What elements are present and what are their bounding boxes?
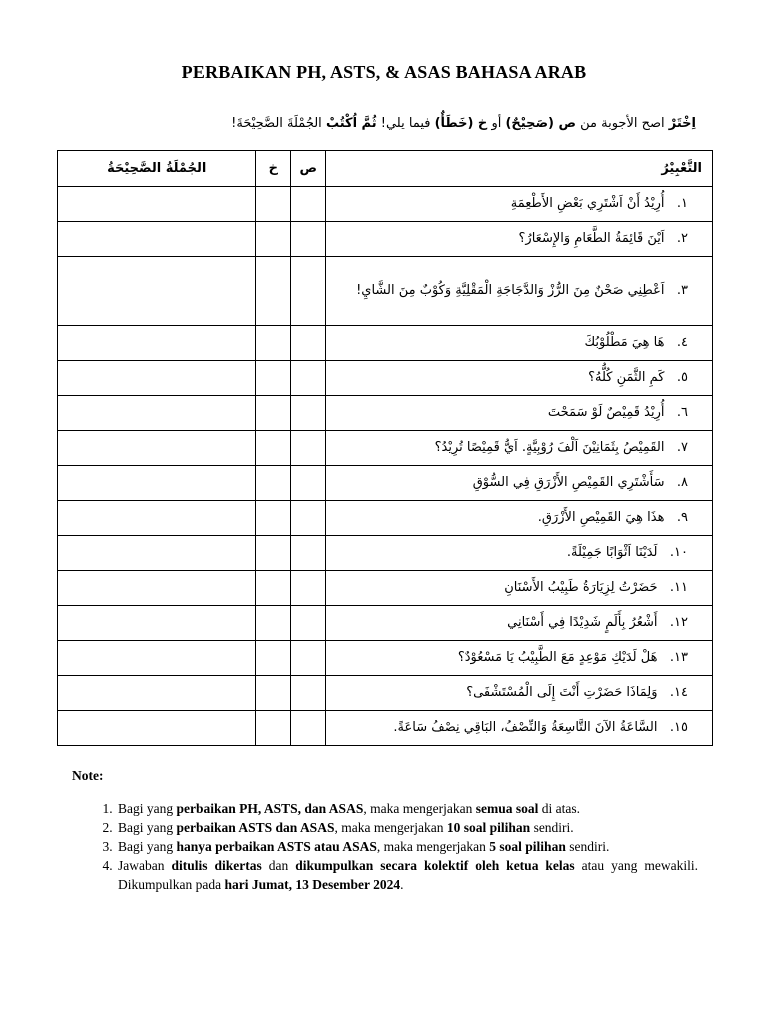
note-emphasis: perbaikan ASTS dan ASAS [176,820,335,835]
note-text: di atas. [538,801,581,816]
table-row [58,431,713,466]
kha-checkbox-cell[interactable] [256,571,291,606]
answer-cell[interactable] [58,431,256,466]
kha-checkbox-cell[interactable] [256,466,291,501]
kha-checkbox-cell[interactable] [256,536,291,571]
question-text: وَلِمَاذَا حَضَرْتِ أَنْتَ إِلَى الْمُسْتَشْفَى؟ [466,685,658,700]
question-number: ٤. [676,335,688,350]
question-text: لَدَيْنَا اَثْوَابًا جَمِيْلَةً. [566,545,658,560]
note-emphasis: 5 soal pilihan [489,839,566,854]
kha-checkbox-cell[interactable] [256,361,291,396]
note-text: Bagi yang [118,801,177,816]
table-row [58,396,713,431]
shad-checkbox-cell[interactable] [291,466,326,501]
question-cell [326,606,713,641]
table-row [58,466,713,501]
question-cell [326,326,713,361]
note-emphasis: ditulis dikertas [171,858,262,873]
kha-checkbox-cell[interactable] [256,676,291,711]
question-number: ٧. [676,440,688,455]
note-text: Bagi yang [118,839,177,854]
note-emphasis: perbaikan PH, ASTS, dan ASAS [176,801,364,816]
kha-checkbox-cell[interactable] [256,606,291,641]
question-number: ١٣. [669,650,688,665]
question-number: ١١. [669,580,688,595]
page-title: PERBAIKAN PH, ASTS, & ASAS BAHASA ARAB [181,62,587,82]
table-row [58,257,713,326]
note-emphasis: hanya perbaikan ASTS atau ASAS [176,839,377,854]
question-cell [326,361,713,396]
shad-checkbox-cell[interactable] [291,396,326,431]
question-number: ١. [676,196,688,211]
question-cell [326,676,713,711]
question-text: اَيْنَ قَائِمَةُ الطَّعَامِ وَالإِسْعَارُ؟ [518,231,665,246]
instruction-segment: اصح الأجوبة من [575,116,669,131]
shad-checkbox-cell[interactable] [291,676,326,711]
note-emphasis: semua soal [475,801,539,816]
shad-checkbox-cell[interactable] [291,431,326,466]
answer-cell[interactable] [58,501,256,536]
answer-cell[interactable] [58,396,256,431]
question-number: ٣. [676,283,688,298]
kha-checkbox-cell[interactable] [256,257,291,326]
note-text: Bagi yang [118,820,177,835]
note-emphasis: dikumpulkan secara kolektif oleh ketua kelas [295,858,575,873]
question-number: ٩. [676,510,688,525]
kha-checkbox-cell[interactable] [256,431,291,466]
exercise-table [57,150,713,746]
question-text: القَمِيْصُ بِثَمَانِيْنَ اَلْفَ رُوْبِيَّةٍ. اَيُّ قَمِيْصًا تُرِيْدُ؟ [434,440,665,455]
answer-cell[interactable] [58,466,256,501]
note-item [116,818,698,837]
shad-checkbox-cell[interactable] [291,711,326,746]
shad-checkbox-cell[interactable] [291,536,326,571]
shad-checkbox-cell[interactable] [291,326,326,361]
shad-checkbox-cell[interactable] [291,187,326,222]
question-text: السَّاعَةُ الآنَ التَّاسِعَةُ وَالنِّصْفُ، البَاقِي نِصْفُ سَاعَةً. [393,720,658,735]
kha-checkbox-cell[interactable] [256,711,291,746]
note-text: sendiri. [565,839,610,854]
table-row [58,711,713,746]
notes-heading: Note: [72,768,104,783]
answer-cell[interactable] [58,222,256,257]
kha-checkbox-cell[interactable] [256,187,291,222]
question-number: ١٢. [669,615,688,630]
question-text: هذَا هِيَ القَمِيْصِ الأَزْرَقِ. [537,510,665,525]
question-number: ٥. [676,370,688,385]
shad-checkbox-cell[interactable] [291,257,326,326]
question-cell [326,571,713,606]
note-emphasis: hari Jumat, 13 Desember 2024 [224,877,401,892]
answer-cell[interactable] [58,676,256,711]
question-cell [326,536,713,571]
instruction-segment: أو [487,116,506,131]
header-kha: خ [256,151,291,187]
note-item [116,799,698,818]
note-text: dan [261,858,296,873]
question-number: ١٠. [669,545,688,560]
question-text: هَلْ لَدَيْكِ مَوْعِدٍ مَعَ الطَّبِيْبُ يَا مَسْعُوْدٌ؟ [457,650,658,665]
table-row [58,571,713,606]
answer-cell[interactable] [58,711,256,746]
answer-cell[interactable] [58,571,256,606]
shad-checkbox-cell[interactable] [291,501,326,536]
question-text: أَشْعُرُ بِأَلَمٍ شَدِيْدًا فِي أَسْنَانِي [507,615,658,630]
question-number: ٢. [676,231,688,246]
question-cell [326,711,713,746]
question-text: هَا هِيَ مَطْلُوْبُكَ [584,335,665,350]
question-number: ١٥. [669,720,688,735]
question-cell [326,501,713,536]
instruction-segment: الجُمْلَةَ الصَّحِيْحَةَ! [231,116,326,131]
table-row [58,536,713,571]
question-text: حَضَرْتُ لِزِيَارَةُ طَبِيْبُ الأَسْنَانِ [504,580,658,595]
kha-checkbox-cell[interactable] [256,641,291,676]
question-cell [326,187,713,222]
question-text: اَعْطِنِي صَحْنٌ مِنَ الرُّزْ وَالدَّجَاجَةِ الْمَقْلِيَّةِ وَكُوْبٌ مِنَ الشَّايِ! [356,283,665,298]
question-cell [326,222,713,257]
instruction-segment: فيما يلي! [376,116,435,131]
table-row [58,501,713,536]
table-header-row [58,151,713,187]
question-text: أُرِيْدُ أَنْ اَشْتَرِي بَعْضِ الأَطْعِمَةِ [510,196,665,211]
note-text: sendiri. [530,820,574,835]
instruction-write-label: ثُمَّ اُكْتُبْ [325,116,377,131]
question-cell [326,641,713,676]
header-shad: ص [291,151,326,187]
instruction-shad-label: ص (صَحِيْحٌ) [505,116,576,131]
instruction-kha-label: خ (خَطَأٌ) [434,116,488,131]
note-item [116,856,698,894]
question-text: سَأَشْتَرِي القَمِيْصِ الأَزْرَقِ فِي السُّوْقِ [472,475,665,490]
note-text: , maka mengerjakan [363,801,476,816]
table-row [58,326,713,361]
answer-cell[interactable] [58,606,256,641]
answer-cell[interactable] [58,257,256,326]
table-row [58,606,713,641]
kha-checkbox-cell[interactable] [256,326,291,361]
instruction-verb: اِخْتَرْ [668,116,696,131]
header-tabir: التَّعْبِيْرُ [326,151,713,187]
note-text: , maka mengerjakan [376,839,490,854]
notes-list [72,799,698,894]
answer-cell[interactable] [58,326,256,361]
note-text: . [400,877,404,892]
table-row [58,676,713,711]
shad-checkbox-cell[interactable] [291,606,326,641]
kha-checkbox-cell[interactable] [256,501,291,536]
answer-cell[interactable] [58,361,256,396]
answer-cell[interactable] [58,536,256,571]
table-row [58,187,713,222]
question-cell [326,431,713,466]
kha-checkbox-cell[interactable] [256,222,291,257]
note-text: atau yang mewakili. Dikumpulkan pada [118,858,698,892]
shad-checkbox-cell[interactable] [291,641,326,676]
answer-cell[interactable] [58,641,256,676]
note-emphasis: 10 soal pilihan [446,820,531,835]
question-number: ١٤. [669,685,688,700]
table-row [58,361,713,396]
note-text: Jawaban [118,858,172,873]
shad-checkbox-cell[interactable] [291,571,326,606]
shad-checkbox-cell[interactable] [291,361,326,396]
table-row [58,222,713,257]
question-number: ٦. [676,405,688,420]
question-number: ٨. [676,475,688,490]
note-text: , maka mengerjakan [334,820,447,835]
header-correct-sentence: الجُمْلَةُ الصَّحِيْحَةُ [58,151,256,187]
answer-cell[interactable] [58,187,256,222]
shad-checkbox-cell[interactable] [291,222,326,257]
question-text: أُرِيْدُ قَمِيْصٌ لَوْ سَمَحْتَ [547,405,665,420]
instruction-text [56,116,696,131]
question-cell [326,257,713,326]
question-text: كَمِ الثَّمَنِ كُلُّهُ؟ [588,370,665,385]
notes-section [72,766,698,894]
question-cell [326,466,713,501]
kha-checkbox-cell[interactable] [256,396,291,431]
question-cell [326,396,713,431]
table-row [58,641,713,676]
note-item [116,837,698,856]
